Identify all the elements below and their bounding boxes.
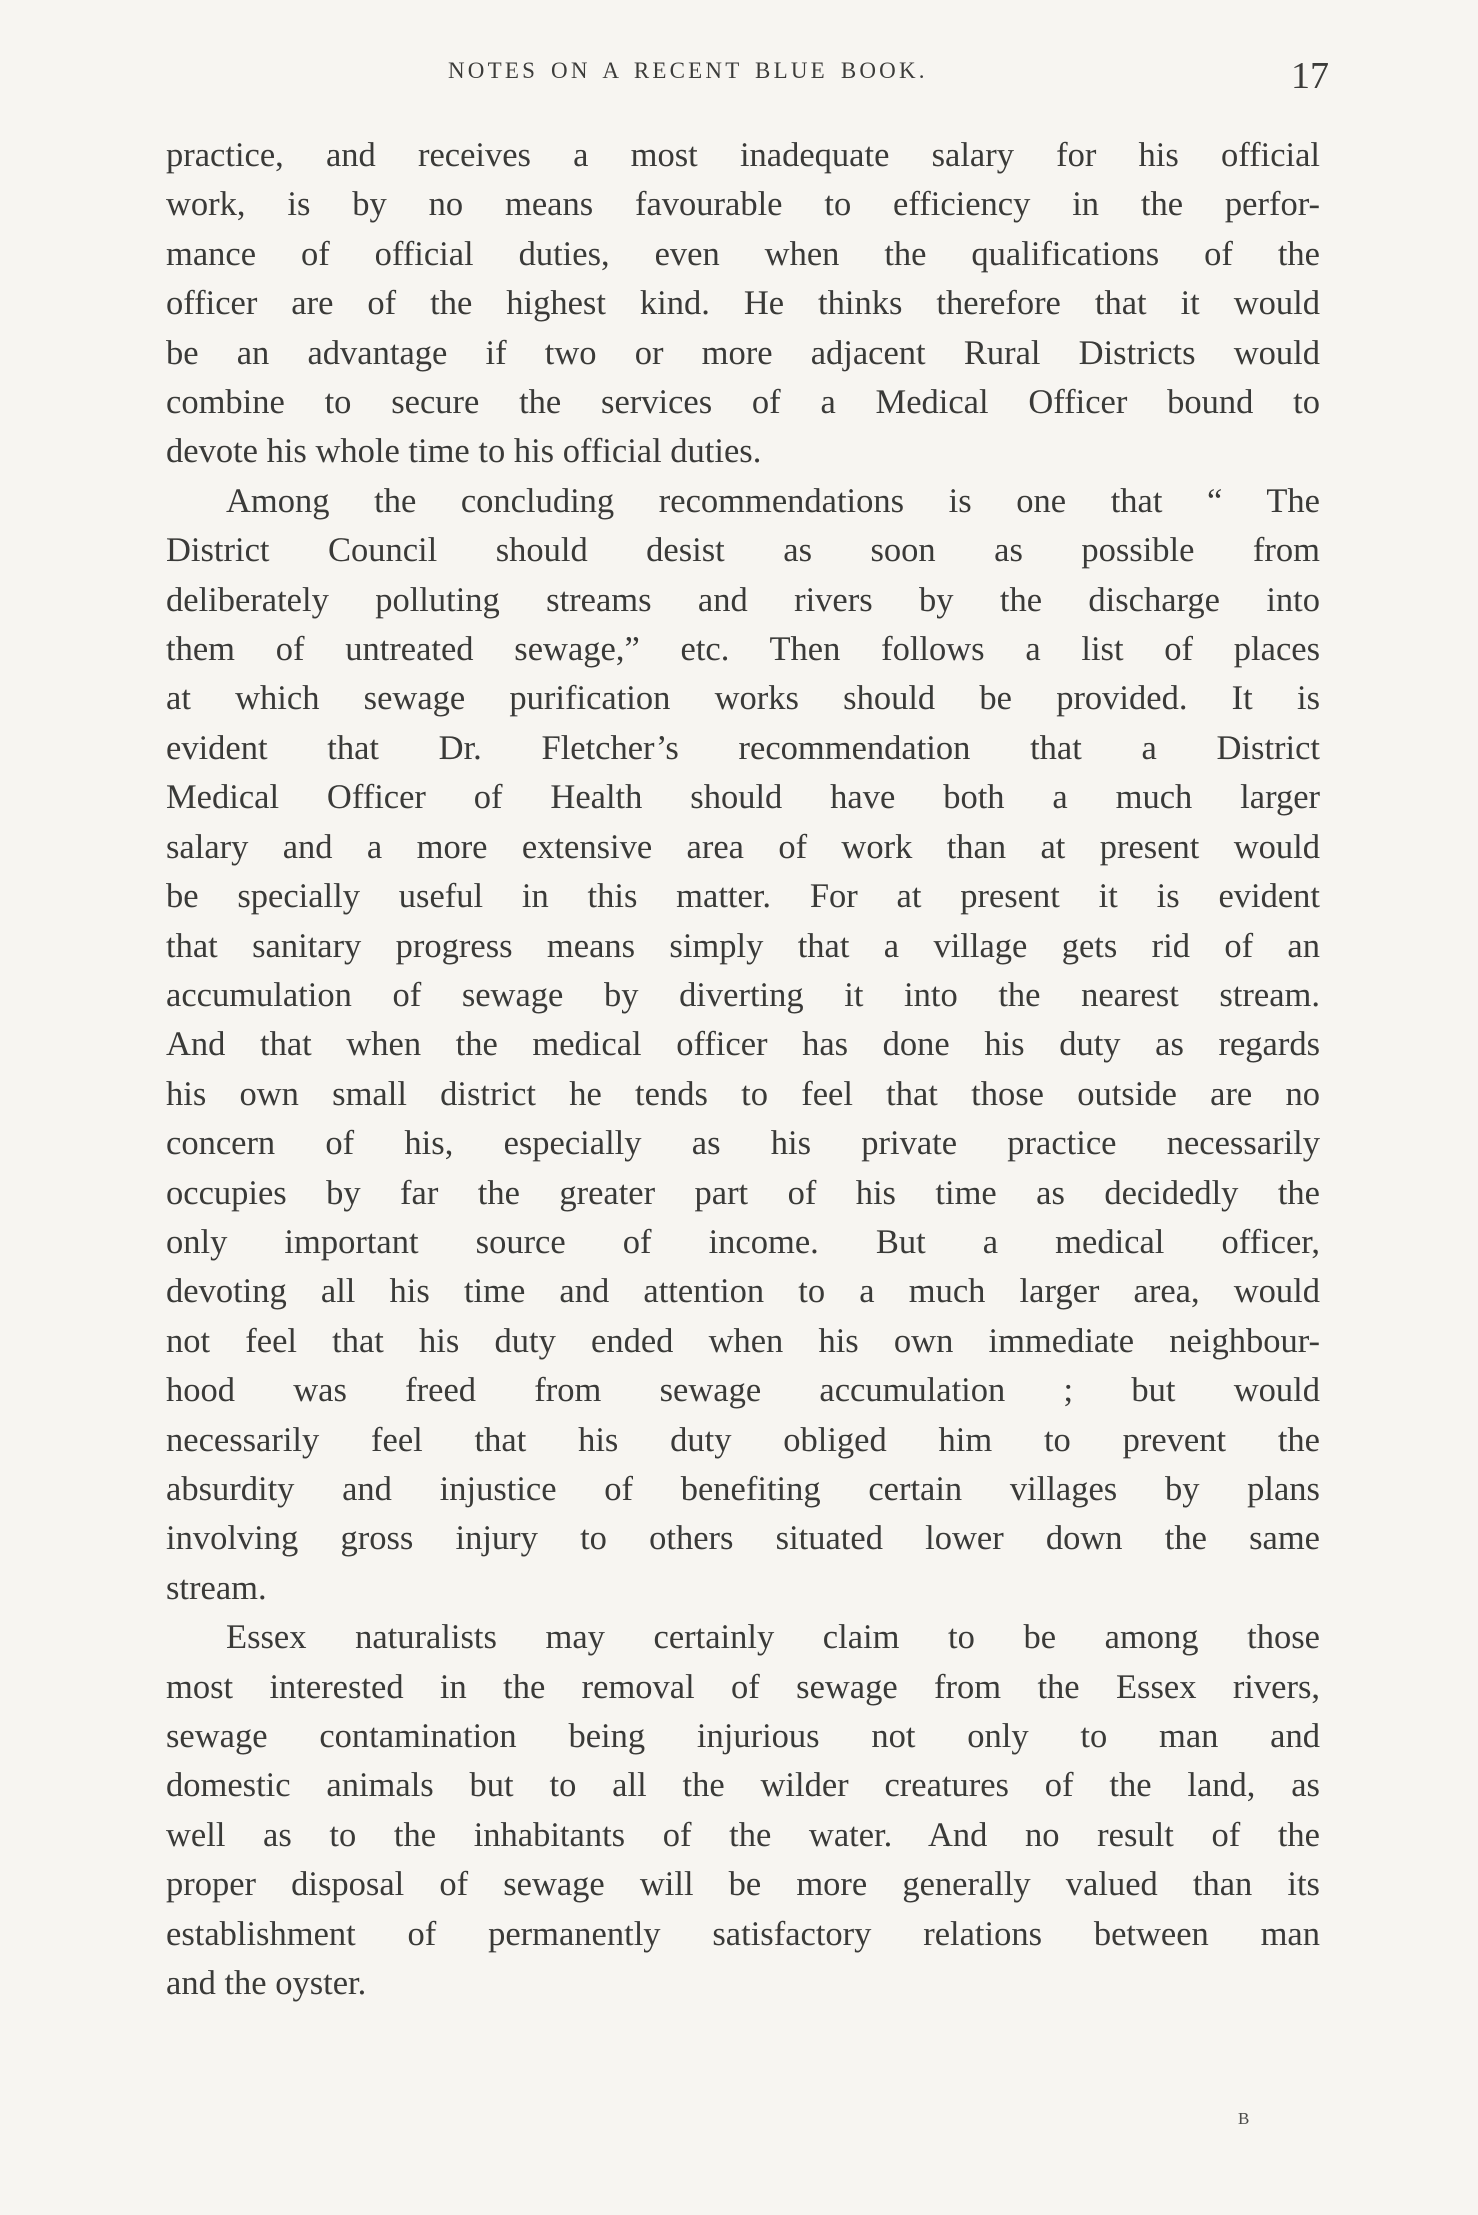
text-line: deliberately polluting streams and rivers by the discharge into	[166, 580, 1320, 619]
text-line: And that when the medical officer has done his duty as regards	[166, 1025, 1320, 1064]
text-line: most interested in the removal of sewage from the Essex rivers,	[166, 1667, 1320, 1706]
text-line: officer are of the highest kind. He thinks therefore that it would	[166, 284, 1320, 323]
text-line: concern of his, especially as his private practice necessarily	[166, 1124, 1320, 1163]
text-line: Among the concluding recommendations is one that “ The	[226, 481, 1320, 520]
text-line: salary and a more extensive area of work than at present would	[166, 827, 1320, 866]
text-line: devoting all his time and attention to a much larger area, would	[166, 1272, 1320, 1311]
text-line: District Council should desist as soon as possible from	[166, 531, 1320, 570]
text-line: proper disposal of sewage will be more generally valued than its	[166, 1865, 1320, 1904]
page-number: 17	[1291, 55, 1329, 97]
text-line: necessarily feel that his duty obliged him to prevent the	[166, 1420, 1320, 1459]
text-line: establishment of permanently satisfactory relations between man	[166, 1914, 1320, 1953]
text-line: Essex naturalists may certainly claim to be among those	[226, 1618, 1320, 1657]
text-line: and the oyster.	[166, 1964, 367, 2003]
paragraph-3	[166, 1613, 1320, 2008]
text-line: at which sewage purification works should be provided. It is	[166, 679, 1320, 718]
text-line: combine to secure the services of a Medical Officer bound to	[166, 383, 1320, 422]
text-line: involving gross injury to others situated lower down the same	[166, 1519, 1320, 1558]
text-line: absurdity and injustice of benefiting certain villages by plans	[166, 1469, 1320, 1508]
text-line: accumulation of sewage by diverting it into the nearest stream.	[166, 975, 1320, 1014]
running-title: NOTES ON A RECENT BLUE BOOK.	[448, 58, 928, 83]
running-head	[0, 55, 1478, 98]
text-line: hood was freed from sewage accumulation ; but would	[166, 1371, 1320, 1410]
text-line: his own small district he tends to feel that those outside are no	[166, 1074, 1320, 1113]
text-line: them of untreated sewage,” etc. Then follows a list of places	[166, 630, 1320, 669]
text-line: sewage contamination being injurious not only to man and	[166, 1717, 1320, 1755]
text-line: be an advantage if two or more adjacent Rural Districts would	[166, 333, 1320, 372]
text-line: devote his whole time to his official duties.	[166, 432, 762, 471]
text-line: practice, and receives a most inadequate salary for his official	[166, 136, 1320, 174]
paragraph-1	[166, 131, 1320, 477]
text-line: evident that Dr. Fletcher’s recommendation that a District	[166, 728, 1320, 767]
text-line: only important source of income. But a medical officer,	[166, 1222, 1320, 1261]
text-line: stream.	[166, 1568, 267, 1607]
text-line: well as to the inhabitants of the water. And no result of the	[166, 1815, 1320, 1854]
text-line: occupies by far the greater part of his time as decidedly the	[166, 1173, 1320, 1212]
text-line: be specially useful in this matter. For at present it is evident	[166, 877, 1320, 916]
body-text	[166, 131, 1320, 2008]
paragraph-2	[166, 477, 1320, 1613]
text-line: Medical Officer of Health should have both a much larger	[166, 778, 1320, 817]
text-line: domestic animals but to all the wilder creatures of the land, as	[166, 1766, 1320, 1805]
signature-mark: B	[1238, 2109, 1251, 2128]
text-line: mance of official duties, even when the qualifications of the	[166, 234, 1320, 273]
text-line: work, is by no means favourable to efficiency in the perfor-	[166, 185, 1320, 224]
text-line: not feel that his duty ended when his own immediate neighbour-	[166, 1321, 1320, 1360]
text-line: that sanitary progress means simply that a village gets rid of an	[166, 926, 1320, 965]
